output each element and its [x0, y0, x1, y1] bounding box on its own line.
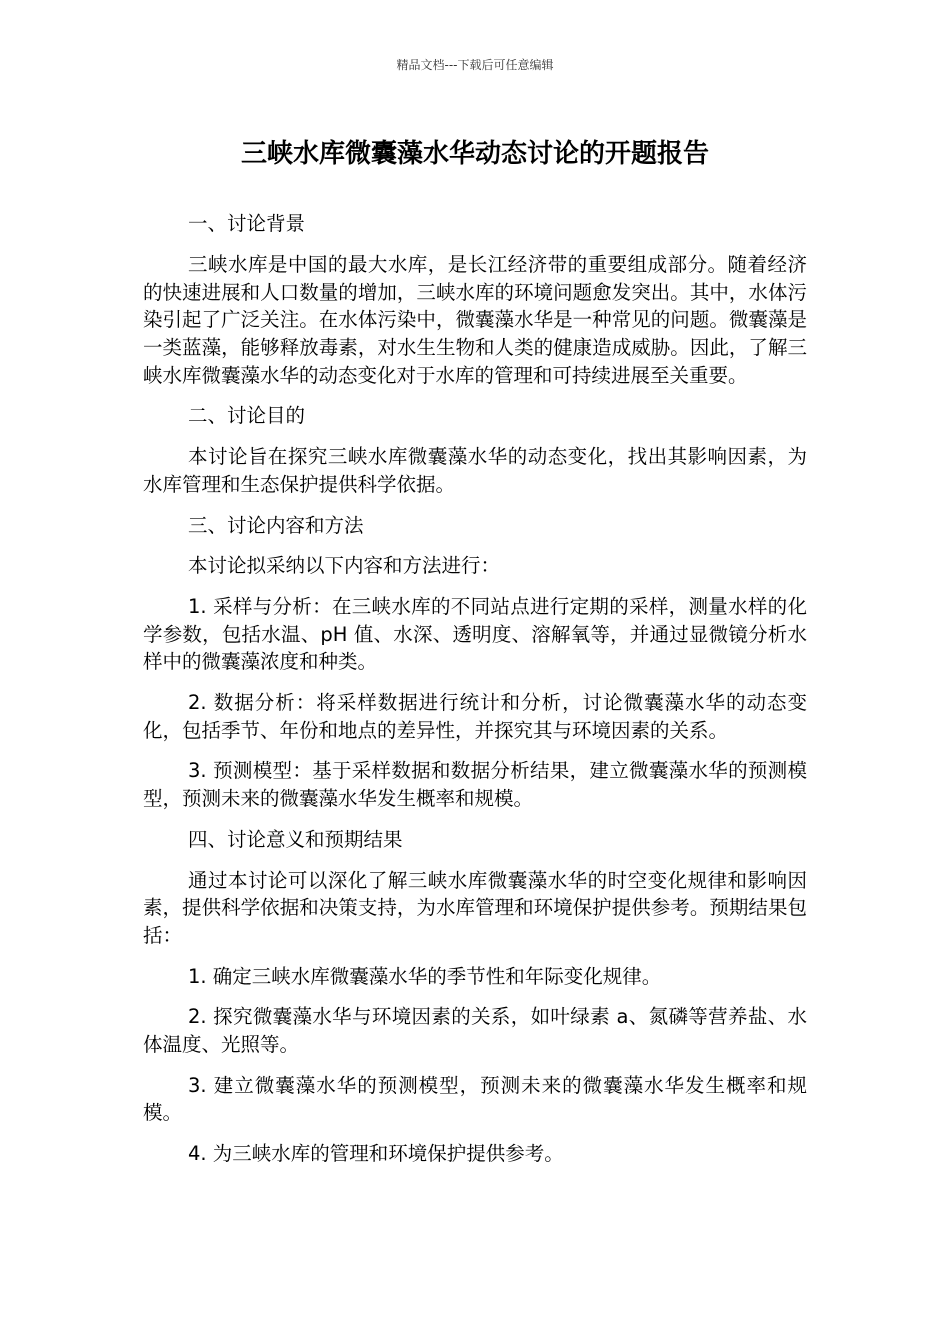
- paragraph-purpose: 本讨论旨在探究三峡水库微囊藻水华的动态变化，找出其影响因素，为水库管理和生态保护提供科学依据。: [143, 445, 807, 496]
- page-header-watermark: 精品文档---下载后可任意编辑: [396, 58, 554, 72]
- paragraph-methods-intro: 本讨论拟采纳以下内容和方法进行：: [188, 554, 501, 578]
- paragraph-background: 三峡水库是中国的最大水库，是长江经济带的重要组成部分。随着经济的快速进展和人口数量的增加，三峡水库的环境问题愈发突出。其中，水体污染引起了广泛关注。在水体污染中，微囊藻水华是一种常见的问题。微囊藻是一类蓝藻，能够释放毒素，对水生生物和人类的健康造成威胁。因此，了解三峡水库微囊藻水华的动态变化对于水库的管理和可持续进展至关重要。: [143, 253, 807, 387]
- list-item-result-2: 2. 探究微囊藻水华与环境因素的关系，如叶绿素 a、氮磷等营养盐、水体温度、光照等。: [143, 1005, 807, 1056]
- list-item-data-analysis: 2. 数据分析：将采样数据进行统计和分析，讨论微囊藻水华的动态变化，包括季节、年份和地点的差异性，并探究其与环境因素的关系。: [143, 691, 807, 742]
- section-heading-purpose: 二、讨论目的: [188, 404, 306, 428]
- list-item-prediction-model: 3. 预测模型：基于采样数据和数据分析结果，建立微囊藻水华的预测模型，预测未来的微囊藻水华发生概率和规模。: [143, 759, 807, 810]
- document-body: [143, 210, 807, 1168]
- paragraph-significance: 通过本讨论可以深化了解三峡水库微囊藻水华的时空变化规律和影响因素，提供科学依据和决策支持，为水库管理和环境保护提供参考。预期结果包括：: [143, 868, 807, 947]
- list-item-result-3: 3. 建立微囊藻水华的预测模型，预测未来的微囊藻水华发生概率和规模。: [143, 1073, 807, 1125]
- list-item-sampling: 1. 采样与分析：在三峡水库的不同站点进行定期的采样，测量水样的化学参数，包括水温、pH 值、水深、透明度、溶解氧等，并通过显微镜分析水样中的微囊藻浓度和种类。: [143, 595, 807, 674]
- list-item-result-1: 1. 确定三峡水库微囊藻水华的季节性和年际变化规律。: [188, 964, 662, 988]
- section-heading-methods: 三、讨论内容和方法: [188, 513, 364, 537]
- document-title: 三峡水库微囊藻水华动态讨论的开题报告: [240, 139, 709, 169]
- section-heading-significance: 四、讨论意义和预期结果: [188, 827, 403, 851]
- section-heading-background: 一、讨论背景: [188, 212, 306, 235]
- list-item-result-4: 4. 为三峡水库的管理和环境保护提供参考。: [188, 1142, 564, 1166]
